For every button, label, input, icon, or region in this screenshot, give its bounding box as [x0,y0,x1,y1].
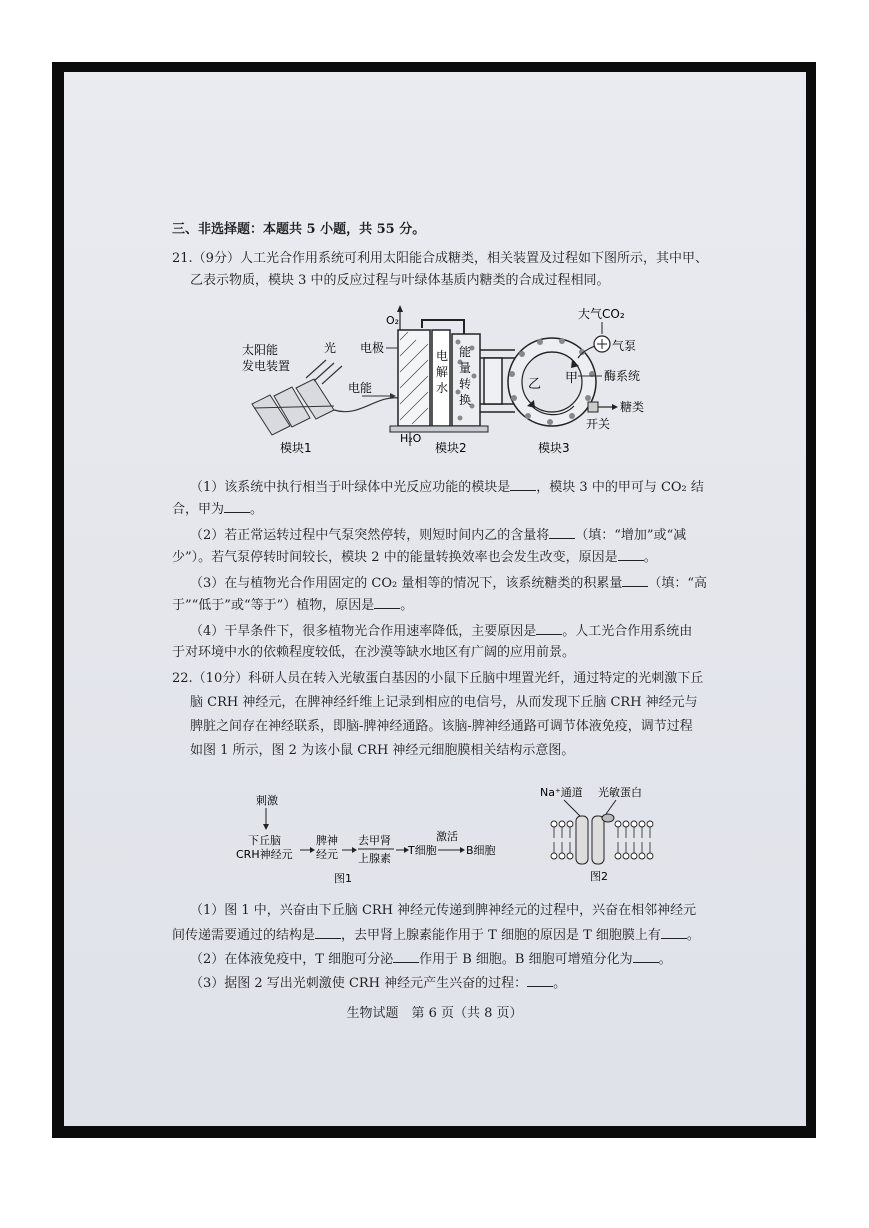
electrolysis-char-1: 电 [436,349,449,363]
b-cell-label: B细胞 [466,844,496,857]
energy-char-1: 能 [459,345,472,359]
o2-label: O₂ [386,314,400,327]
energy-char-3: 转 [459,377,472,391]
q22-stem-line3: 脾脏之间存在神经联系，即脑-脾神经通路。该脑-脾神经通路可调节体液免疫，调节过程 [190,719,693,734]
switch-label: 开关 [586,417,611,431]
figure1-caption: 图1 [334,872,352,885]
spleen-neuron-label-1: 脾神 [316,834,338,847]
answer-blank[interactable] [224,500,250,513]
enzyme-label: 酶系统 [604,369,641,383]
hypothalamus-label-2: CRH神经元 [236,848,293,861]
q21-stem-line1: 21.（9分）人工光合作用系统可利用太阳能合成糖类，相关装置及过程如下图所示，其中甲、 [172,251,708,266]
module3-label: 模块3 [538,441,570,455]
q21-p3-line1: （3）在与植物光合作用固定的 CO₂ 量相等的情况下，该系统糖类的积累量 （填：“高 [190,576,708,591]
answer-blank[interactable] [661,926,687,939]
answer-blank[interactable] [536,622,562,635]
opsin-protein [602,814,614,822]
energy-char-4: 换 [459,393,472,407]
answer-blank[interactable] [622,574,648,587]
solar-label-1: 太阳能 [242,343,279,357]
q21-p3-line2: 于”“低于”或“等于”）植物，原因是 。 [172,598,414,613]
answer-blank[interactable] [527,974,553,987]
na-channel-protein [576,816,604,864]
norepinephrine-label-1: 去甲肾 [358,834,391,847]
light-label: 光 [324,341,337,355]
electric-wire [334,398,400,412]
answer-blank[interactable] [315,926,341,939]
q21-p1-line1: （1）该系统中执行相当于叶绿体中光反应功能的模块是 ，模块 3 中的甲可与 CO₂ 结 [190,480,704,495]
q22-p2-line: （2）在体液免疫中，T 细胞可分泌 作用于 B 细胞。B 细胞可增殖分化为 。 [190,952,672,967]
activate-label: 激活 [436,830,458,843]
q21-p2-line2: 少”）。若气泵停转时间较长，模块 2 中的能量转换效率也会发生改变，原因是 。 [172,550,657,565]
h2o-label: H₂O [400,432,422,445]
energy-char-2: 量 [459,361,472,375]
module2-label: 模块2 [435,441,467,455]
q21-p4-line2: 于对环境中水的依赖程度较低，在沙漠等缺水地区有广阔的应用前景。 [172,645,576,660]
answer-blank[interactable] [618,548,644,561]
norepinephrine-label-2: 上腺素 [358,852,391,865]
figure2-caption: 图2 [590,870,608,883]
q21-p1-line2: 合，甲为 。 [172,502,264,517]
electrolysis-char-3: 水 [436,381,449,395]
yi-label: 乙 [528,377,542,392]
q21-p4-line1: （4）干旱条件下，很多植物光合作用速率降低，主要原因是 。人工光合作用系统由 [190,624,693,639]
q22-p3-line: （3）据图 2 写出光刺激使 CRH 神经元产生兴奋的过程： 。 [190,976,567,991]
section-header: 三、非选择题：本题共 5 小题，共 55 分。 [172,222,426,237]
q22-stem-line4: 如图 1 所示，图 2 为该小鼠 CRH 神经元细胞膜相关结构示意图。 [190,743,575,758]
q22-p1-line2: 间传递需要通过的结构是 ，去甲肾上腺素能作用于 T 细胞的原因是 T 细胞膜上有 。 [172,928,700,943]
answer-blank[interactable] [633,950,659,963]
solar-panels [252,379,334,435]
answer-blank[interactable] [374,596,400,609]
q22-stem-line2: 脑 CRH 神经元，在脾神经纤维上记录到相应的电信号，从而发现下丘脑 CRH 神经元与 [190,695,698,710]
gas-pump-label: 气泵 [612,339,637,353]
answer-blank[interactable] [549,526,575,539]
answer-blank[interactable] [393,950,419,963]
q21-p2-line1: （2）若正常运转过程中气泵突然停转，则短时间内乙的含量将 （填：“增加”或“减 [190,528,687,543]
calvin-cycle-loop [508,338,596,426]
switch-icon [588,402,598,412]
spleen-neuron-label-2: 经元 [316,848,338,861]
figure1-flow-diagram [230,792,510,886]
hypothalamus-label-1: 下丘脑 [248,834,281,847]
page-footer: 生物试题 第 6 页（共 8 页） [346,1006,523,1021]
electrolysis-char-2: 解 [436,365,449,379]
electric-label: 电能 [348,381,373,395]
opsin-label: 光敏蛋白 [598,786,642,799]
q22-stem-line1: 22.（10分）科研人员在转入光敏蛋白基因的小鼠下丘脑中埋置光纤，通过特定的光刺激下丘 [172,671,704,686]
t-cell-label: T细胞 [408,844,437,857]
solar-label-2: 发电装置 [242,359,291,373]
jia-label: 甲 [565,371,579,386]
electrode-label: 电极 [360,341,385,355]
stimulus-label: 刺激 [256,794,278,807]
artificial-photosynthesis-diagram [240,300,660,462]
answer-blank[interactable] [510,478,536,491]
q21-stem-line2: 乙表示物质，模块 3 中的反应过程与叶绿体基质内糖类的合成过程相同。 [190,273,610,288]
na-channel-label: Na⁺通道 [540,786,583,799]
q22-p1-line1: （1）图 1 中，兴奋由下丘脑 CRH 神经元传递到脾神经元的过程中，兴奋在相邻神经元 [190,903,697,918]
atm-co2-label: 大气CO₂ [578,307,625,321]
module1-label: 模块1 [280,441,312,455]
figure2-membrane-diagram [540,784,670,884]
sugar-label: 糖类 [620,400,645,414]
